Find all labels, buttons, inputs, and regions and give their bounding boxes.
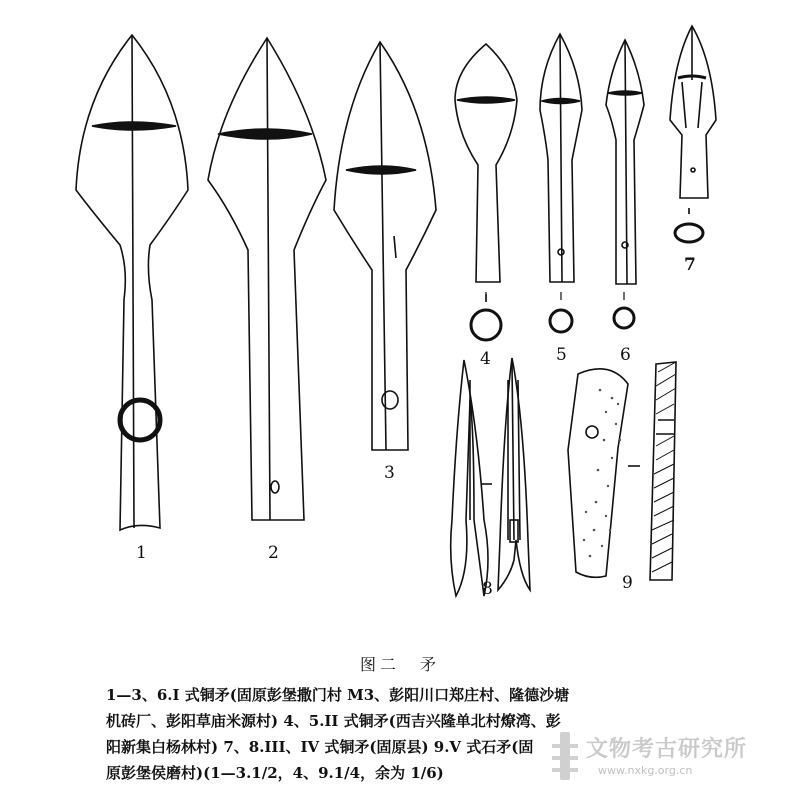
caption-line-3: 阳新集白杨林村) 7、8.III、IV 式铜矛(固原县) 9.V 式石矛(固 (106, 738, 534, 756)
label-9: 9 (622, 573, 633, 593)
label-1: 1 (136, 543, 147, 563)
label-5: 5 (556, 345, 567, 365)
spearhead-2 (208, 38, 326, 520)
label-6: 6 (620, 345, 631, 365)
spearhead-6 (606, 40, 644, 328)
spearhead-8 (451, 358, 530, 596)
label-8: 8 (482, 579, 493, 599)
figure-title: 图二 矛 (359, 655, 440, 674)
label-7: 7 (684, 255, 696, 275)
caption-line-1: 1—3、6.I 式铜矛(固原彭堡撒门村 M3、彭阳川口郑庄村、隆德沙塘 (106, 686, 570, 704)
watermark-text: 文物考古研究所 (586, 737, 748, 762)
spearhead-5 (540, 34, 582, 332)
caption-line-2: 机砖厂、彭阳草庙米源村) 4、5.II 式铜矛(西吉兴隆单北村燎湾、彭 (106, 712, 561, 730)
label-3: 3 (384, 463, 395, 483)
caption-line-4: 原彭堡侯磨村)(1—3.1/2，4、9.1/4，余为 1/6) (106, 764, 444, 782)
spearhead-1 (76, 35, 188, 530)
watermark-url: www.nxkg.org.cn (598, 764, 693, 777)
spearhead-7 (670, 26, 716, 242)
label-2: 2 (268, 543, 279, 563)
spearhead-3 (334, 42, 436, 450)
spearhead-9 (568, 362, 676, 580)
label-4: 4 (480, 349, 491, 369)
